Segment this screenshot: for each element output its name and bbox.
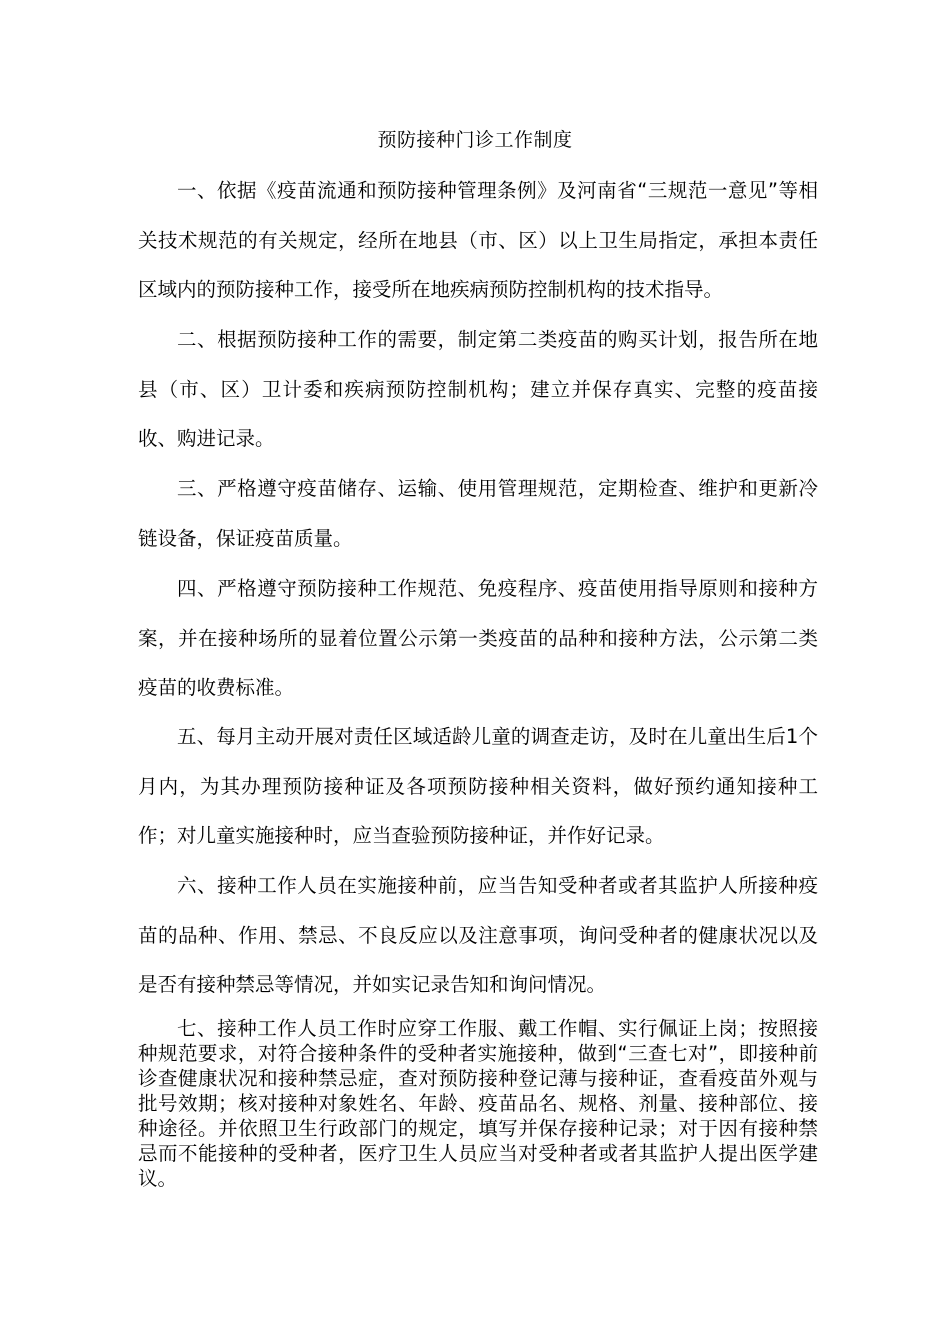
paragraph-5: 五、每月主动开展对责任区域适龄儿童的调查走访，及时在儿童出生后1个月内，为其办理预防接种证及各项预防接种相关资料，做好预约通知接种工作；对儿童实施接种时，应当查验预防接种证，并作好记录。	[138, 725, 818, 847]
paragraph-4: 四、严格遵守预防接种工作规范、免疫程序、疫苗使用指导原则和接种方案，并在接种场所的显着位置公示第一类疫苗的品种和接种方法，公示第二类疫苗的收费标准。	[138, 577, 818, 699]
paragraph-1: 一、依据《疫苗流通和预防接种管理条例》及河南省“三规范一意见”等相关技术规范的有关规定，经所在地县（市、区）以上卫生局指定，承担本责任区域内的预防接种工作，接受所在地疾病预防控制机构的技术指导。	[138, 179, 818, 301]
paragraph-2: 二、根据预防接种工作的需要，制定第二类疫苗的购买计划，报告所在地县（市、区）卫计委和疾病预防控制机构；建立并保存真实、完整的疫苗接收、购进记录。	[138, 328, 818, 450]
paragraph-3: 三、严格遵守疫苗储存、运输、使用管理规范，定期检查、维护和更新冷链设备，保证疫苗质量。	[138, 477, 818, 550]
paragraph-7: 七、接种工作人员工作时应穿工作服、戴工作帽、实行佩证上岗；按照接种规范要求，对符合接种条件的受种者实施接种，做到“三查七对”，即接种前诊查健康状况和接种禁忌症，查对预防接种登记薄与接种证，查看疫苗外观与批号效期；核对接种对象姓名、年龄、疫苗品名、规格、剂量、接种部位、接种途径。并依照卫生行政部门的规定，填写并保存接种记录；对于因有接种禁忌而不能接种的受种者，医疗卫生人员应当对受种者或者其监护人提出医学建议。	[138, 1017, 818, 1190]
paragraph-6: 六、接种工作人员在实施接种前，应当告知受种者或者其监护人所接种疫苗的品种、作用、禁忌、不良反应以及注意事项，询问受种者的健康状况以及是否有接种禁忌等情况，并如实记录告知和询问情况。	[138, 874, 818, 996]
document-title: 预防接种门诊工作制度	[377, 129, 573, 151]
